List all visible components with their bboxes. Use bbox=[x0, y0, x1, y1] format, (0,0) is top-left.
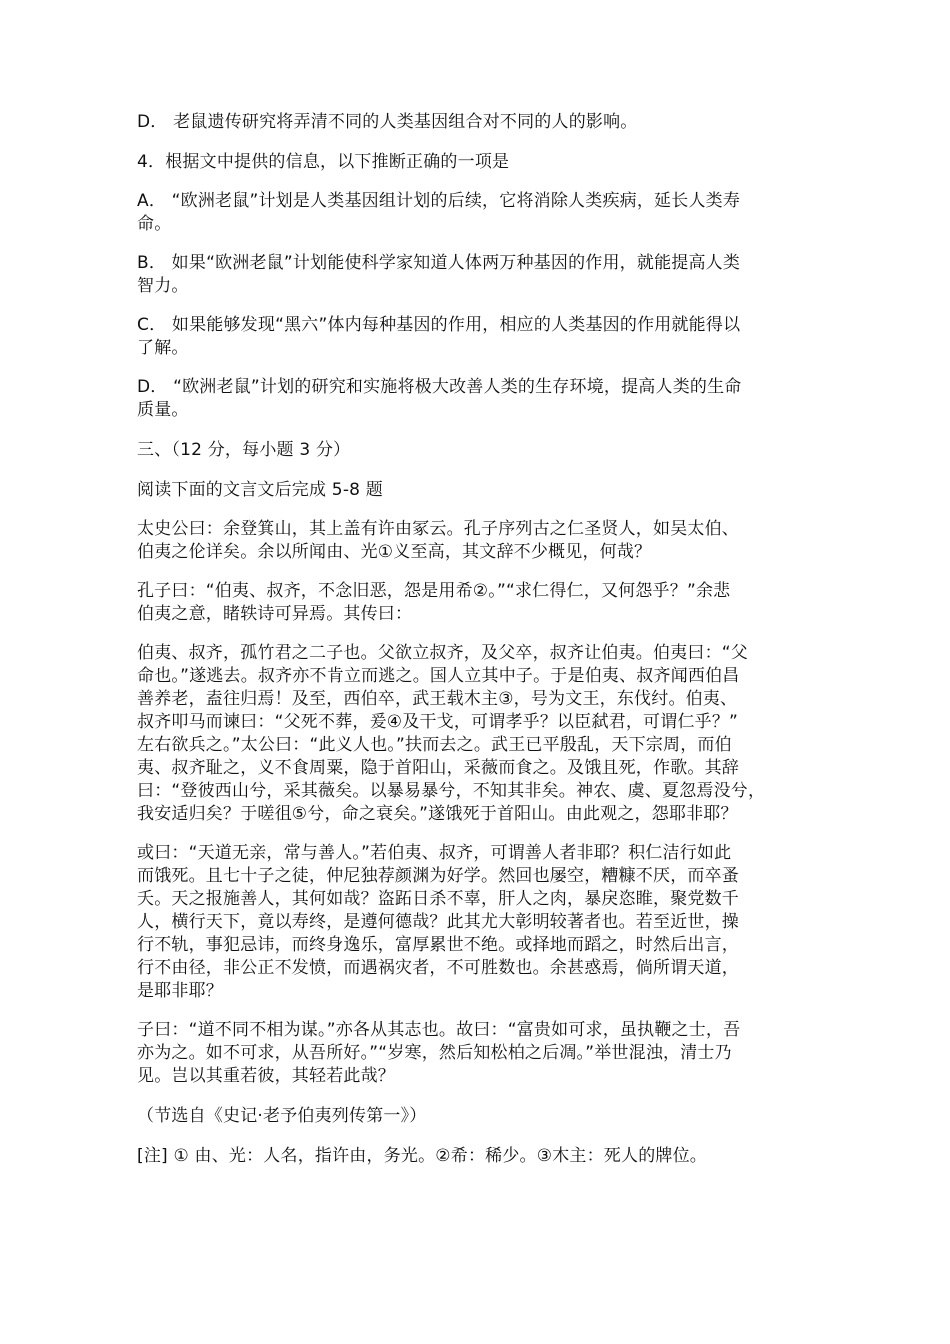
text-line: 子曰：“道不同不相为谋。”亦各从其志也。故曰：“富贵如可求，虽执鞭之士，吾 bbox=[137, 1020, 741, 1040]
option-d bbox=[137, 376, 817, 422]
text-line: 阅读下面的文言文后完成 5-8 题 bbox=[137, 480, 383, 500]
text-line: 夷、叔齐耻之，义不食周粟，隐于首阳山，采薇而食之。及饿且死，作歌。其辞 bbox=[137, 758, 739, 778]
text-line: 三、（12 分，每小题 3 分） bbox=[137, 440, 351, 460]
text-line: 亦为之。如不可求，从吾所好。”“岁寒，然后知松柏之后凋。”举世混浊，清士乃 bbox=[137, 1043, 732, 1063]
text-line: 智力。 bbox=[137, 276, 189, 296]
option-a bbox=[137, 190, 817, 236]
text-line: B． 如果“欧洲老鼠”计划能使科学家知道人体两万种基因的作用，就能提高人类 bbox=[137, 253, 741, 273]
text-line: 行不由径，非公正不发愤，而遇祸灾者，不可胜数也。余甚惑焉，倘所谓天道， bbox=[137, 958, 739, 978]
text-line: 伯夷之伦详矣。余以所闻由、光①义至高，其文辞不少概见，何哉？ bbox=[137, 542, 652, 562]
text-line: 夭。天之报施善人，其何如哉？盗跖日杀不辜，肝人之肉，暴戾恣睢，聚党数千 bbox=[137, 889, 739, 909]
text-line: 命。 bbox=[137, 214, 172, 234]
text-line: 太史公曰：余登箕山，其上盖有许由冢云。孔子序列古之仁圣贤人，如吴太伯、 bbox=[137, 519, 739, 539]
text-line: 是耶非耶？ bbox=[137, 981, 223, 1001]
text-line: （节选自《史记·老予伯夷列传第一》） bbox=[137, 1106, 427, 1126]
reading-instruction bbox=[137, 478, 817, 502]
source-citation bbox=[137, 1104, 817, 1128]
option-b bbox=[137, 252, 817, 298]
text-line: 叔齐叩马而谏曰：“父死不葬，爰④及干戈，可谓孝乎？以臣弑君，可谓仁乎？” bbox=[137, 712, 739, 732]
text-line: 伯夷之意，睹轶诗可异焉。其传曰： bbox=[137, 604, 413, 624]
passage-paragraph-2 bbox=[137, 580, 817, 626]
text-line: D． 老鼠遗传研究将弄清不同的人类基因组合对不同的人的影响。 bbox=[137, 112, 638, 132]
option-d-q3 bbox=[137, 110, 817, 134]
text-line: 左右欲兵之。”太公曰：“此义人也。”扶而去之。武王已平殷乱，天下宗周，而伯 bbox=[137, 735, 732, 755]
text-line: C． 如果能够发现“黑六”体内每种基因的作用，相应的人类基因的作用就能得以 bbox=[137, 315, 741, 335]
text-line: 命也。”遂逃去。叔齐亦不肯立而逃之。国人立其中子。于是伯夷、叔齐闻西伯昌 bbox=[137, 666, 740, 686]
option-c bbox=[137, 314, 817, 360]
text-line: D． “欧洲老鼠”计划的研究和实施将极大改善人类的生存环境，提高人类的生命 bbox=[137, 377, 742, 397]
text-line: 我安适归矣？于嗟徂⑤兮，命之衰矣。”遂饿死于首阳山。由此观之，怨耶非耶？ bbox=[137, 804, 738, 824]
text-line: 伯夷、叔齐，孤竹君之二子也。父欲立叔齐，及父卒，叔齐让伯夷。伯夷曰：“父 bbox=[137, 643, 749, 663]
text-line: 曰：“登彼西山兮，采其薇矣。以暴易暴兮，不知其非矣。神农、虞、夏忽焉没兮， bbox=[137, 781, 766, 801]
text-line: 了解。 bbox=[137, 338, 189, 358]
text-line: 而饿死。且七十子之徒，仲尼独荐颜渊为好学。然回也屡空，糟糠不厌，而卒蚤 bbox=[137, 866, 739, 886]
annotation-notes bbox=[137, 1144, 817, 1168]
text-line: 或曰：“天道无亲，常与善人。”若伯夷、叔齐，可谓善人者非耶？积仁洁行如此 bbox=[137, 843, 732, 863]
text-line: 孔子曰：“伯夷、叔齐，不念旧恶，怨是用希②。”“求仁得仁，又何怨乎？”余悲 bbox=[137, 581, 731, 601]
text-line: 质量。 bbox=[137, 400, 189, 420]
passage-paragraph-1 bbox=[137, 518, 817, 564]
text-line: [注] ① 由、光：人名，指许由，务光。②希：稀少。③木主：死人的牌位。 bbox=[137, 1146, 707, 1166]
passage-paragraph-5 bbox=[137, 1019, 817, 1088]
text-line: 人，横行天下，竟以寿终，是遵何德哉？此其尤大彰明较著者也。若至近世，操 bbox=[137, 912, 739, 932]
text-line: 行不轨，事犯忌讳，而终身逸乐，富厚累世不绝。或择地而蹈之，时然后出言， bbox=[137, 935, 739, 955]
text-line: A． “欧洲老鼠”计划是人类基因组计划的后续，它将消除人类疾病，延长人类寿 bbox=[137, 191, 741, 211]
text-line: 善养老，盍往归焉！及至，西伯卒，武王载木主③，号为文王，东伐纣。伯夷、 bbox=[137, 689, 738, 709]
document-page bbox=[137, 110, 817, 1184]
passage-paragraph-4 bbox=[137, 842, 817, 1003]
section-heading bbox=[137, 438, 817, 462]
passage-paragraph-3 bbox=[137, 642, 817, 826]
text-line: 见。岂以其重若彼，其轻若此哉？ bbox=[137, 1066, 395, 1086]
text-line: 4．根据文中提供的信息，以下推断正确的一项是 bbox=[137, 152, 510, 172]
question-4-stem bbox=[137, 150, 817, 174]
